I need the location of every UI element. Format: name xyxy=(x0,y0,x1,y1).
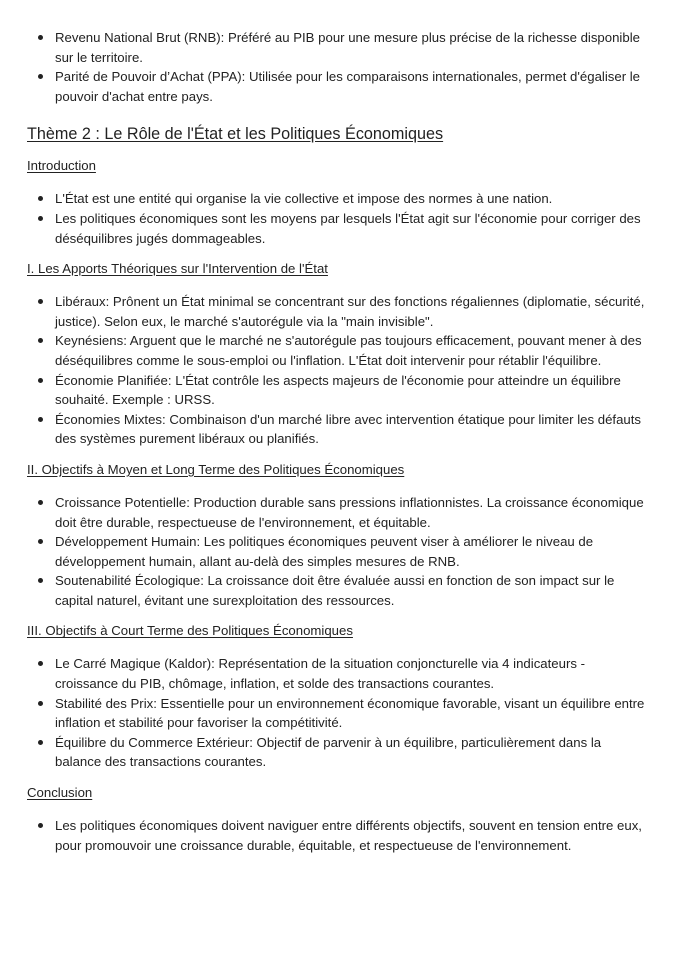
list-item xyxy=(27,694,650,733)
item-term: Stabilité des Prix xyxy=(55,695,154,711)
item-term: Parité de Pouvoir d’Achat (PPA) xyxy=(55,69,242,85)
item-term: Libéraux xyxy=(55,294,106,310)
item-term: Keynésiens xyxy=(55,333,124,349)
list-item xyxy=(27,28,650,67)
section-3-list xyxy=(27,654,650,772)
introduction-list xyxy=(27,189,650,248)
list-item xyxy=(27,331,650,370)
section-2-list xyxy=(27,493,650,611)
theme-title: Thème 2 : Le Rôle de l'État et les Politiques Économiques xyxy=(27,125,444,144)
item-term: Le Carré Magique (Kaldor) xyxy=(55,656,212,672)
section-3-heading: III. Objectifs à Court Terme des Politiques Économiques xyxy=(27,623,353,639)
section-1-list xyxy=(27,292,650,449)
list-item xyxy=(27,654,650,693)
list-item xyxy=(27,67,650,106)
item-term: Équilibre du Commerce Extérieur xyxy=(55,734,250,750)
conclusion-list xyxy=(27,816,650,855)
conclusion-heading: Conclusion xyxy=(27,785,93,801)
item-text: : Représentation de la situation conjoncturelle via 4 indicateurs - croissance du PIB, chômage, inflation, et solde des transactions courantes. xyxy=(55,656,586,692)
section-2-heading: II. Objectifs à Moyen et Long Terme des Politiques Économiques xyxy=(27,461,405,477)
list-item: Les politiques économiques sont les moyens par lesquels l'État agit sur l'économie pour corriger des déséquilibres jugés dommageables. xyxy=(27,209,650,248)
list-item xyxy=(27,410,650,449)
list-item xyxy=(27,733,650,772)
list-item xyxy=(27,571,650,610)
item-text: : Objectif de parvenir à un équilibre, particulièrement dans la balance des transactions courantes. xyxy=(55,734,602,770)
item-term: Économie Planifiée xyxy=(55,372,168,388)
item-text: : La croissance doit être évaluée aussi en fonction de son impact sur le capital naturel, évitant une surexploitation des ressources. xyxy=(55,573,615,608)
list-item xyxy=(27,532,650,571)
item-text: : Arguent que le marché ne s'autorégule pas toujours efficacement, pouvant mener à des déséquilibres comme le sous-emploi ou l'inflation. L'État doit intervenir pour rétablir l'équilibre. xyxy=(55,333,642,368)
item-text: : Combinaison d'un marché libre avec intervention étatique pour limiter les défauts des systèmes purement libéraux ou planifiés. xyxy=(55,411,642,447)
item-term: Revenu National Brut (RNB) xyxy=(55,30,221,45)
list-item xyxy=(27,493,650,532)
item-text: : Essentielle pour un environnement économique favorable, visant un équilibre entre inflation et stabilité pour favoriser la compétitivité. xyxy=(55,695,645,731)
section-1-heading: I. Les Apports Théoriques sur l'Intervention de l'État xyxy=(27,261,328,277)
item-text: : Production durable sans pressions inflationnistes. La croissance économique doit être durable, respectueuse de l'environnement, et équitable. xyxy=(55,494,644,530)
item-text: : L'État contrôle les aspects majeurs de l'économie pour atteindre un équilibre souhaité. Exemple : URSS. xyxy=(55,372,621,408)
item-term: Soutenabilité Écologique xyxy=(55,573,201,589)
top-bullet-list xyxy=(27,28,650,106)
list-item xyxy=(27,371,650,410)
item-text: : Utilisée pour les comparaisons internationales, permet d'égaliser le pouvoir d'achat entre pays. xyxy=(55,69,641,104)
item-text: : Prônent un État minimal se concentrant sur des fonctions régaliennes (diplomatie, sécurité, justice). Selon eux, le marché s'autorégule via la "main invisible". xyxy=(55,294,645,329)
list-item xyxy=(27,292,650,331)
item-term: Développement Humain xyxy=(55,534,197,550)
item-term: Croissance Potentielle xyxy=(55,494,187,510)
item-text: : Les politiques économiques peuvent viser à améliorer le niveau de développement humain, allant au-delà des simples mesures de RNB. xyxy=(55,534,594,569)
list-item: L'État est une entité qui organise la vie collective et impose des normes à une nation. xyxy=(27,189,650,209)
list-item: Les politiques économiques doivent naviguer entre différents objectifs, souvent en tension entre eux, pour promouvoir une croissance durable, équitable, et respectueuse de l'environnement. xyxy=(27,816,650,855)
item-term: Économies Mixtes xyxy=(55,411,163,427)
item-text: : Préféré au PIB pour une mesure plus précise de la richesse disponible sur le territoire. xyxy=(55,30,640,65)
introduction-heading: Introduction xyxy=(27,158,96,174)
